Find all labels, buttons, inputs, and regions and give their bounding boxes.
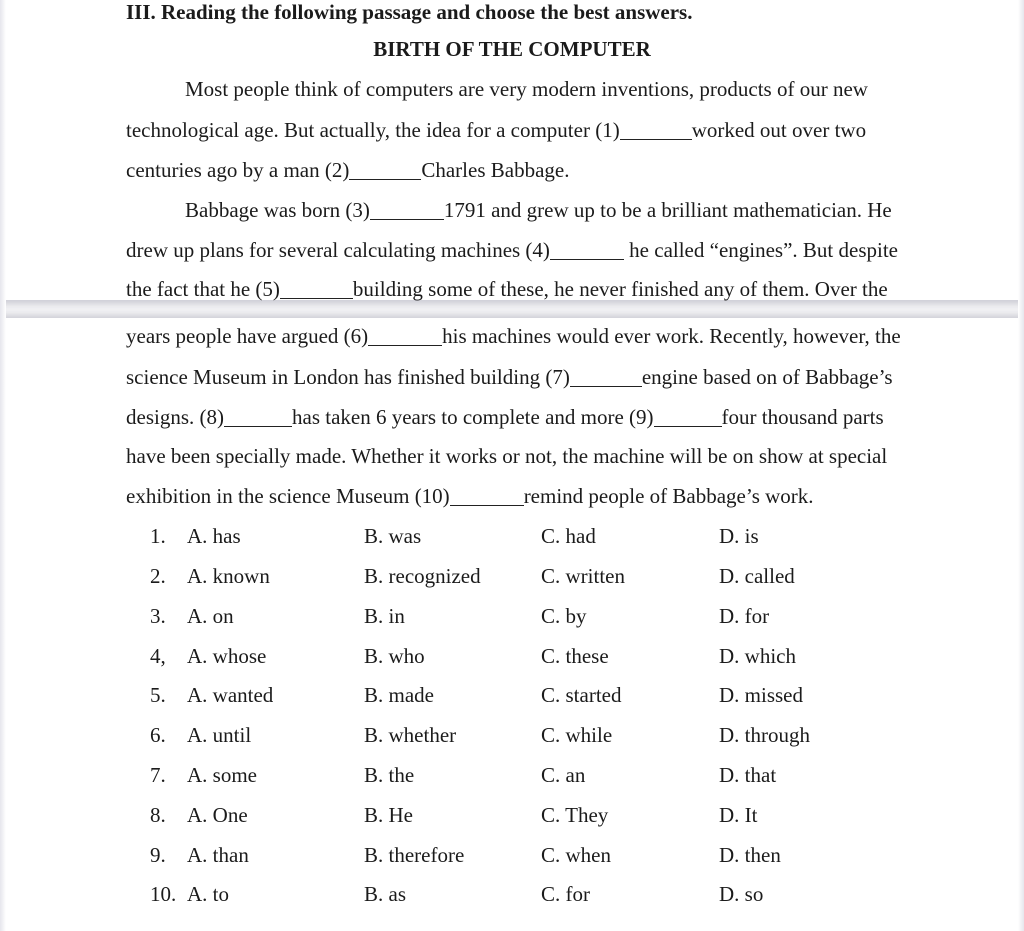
section-heading: III. Reading the following passage and choose the best answers. [126,0,693,24]
option-d[interactable]: D. for [719,604,770,628]
passage-title: BIRTH OF THE COMPUTER [373,37,651,61]
option-b[interactable]: B. in [364,604,405,628]
option-a[interactable]: A. than [187,843,249,867]
option-c[interactable]: C. when [541,843,611,867]
left-edge-shadow [0,0,6,931]
passage-line-2: technological age. But actually, the idea for a computer (1) worked out over two [126,118,867,142]
passage-line-1: Most people think of computers are very modern inventions, products of our new [185,77,868,101]
question-number: 4, [150,644,166,668]
blank-3[interactable] [370,199,444,220]
option-a[interactable]: A. some [187,763,257,787]
option-d[interactable]: D. which [719,644,796,668]
passage-line-11: exhibition in the science Museum (10) remind people of Babbage’s work. [126,484,814,508]
passage-line-4: Babbage was born (3) 1791 and grew up to be a brilliant mathematician. He [185,198,892,222]
blank-9[interactable] [654,406,722,427]
option-d[interactable]: D. It [719,803,758,827]
question-number: 6. [150,723,166,747]
right-edge-shadow [1018,0,1024,931]
blank-8[interactable] [224,406,292,427]
option-b[interactable]: B. the [364,763,415,787]
passage-line-9: designs. (8) has taken 6 years to complete and more (9) four thousand parts [126,405,884,429]
option-c[interactable]: C. for [541,882,590,906]
passage-line-10: have been specially made. Whether it works or not, the machine will be on show at special [126,444,888,468]
option-b[interactable]: B. He [364,803,413,827]
question-number: 5. [150,683,166,707]
blank-10[interactable] [450,485,524,506]
option-d[interactable]: D. that [719,763,777,787]
question-number: 10. [150,882,177,906]
option-b[interactable]: B. was [364,524,422,548]
blank-1[interactable] [620,119,692,140]
option-a[interactable]: A. has [187,524,241,548]
blank-2[interactable] [349,159,421,180]
option-d[interactable]: D. called [719,564,795,588]
option-a[interactable]: A. wanted [187,683,274,707]
option-c[interactable]: C. started [541,683,622,707]
question-number: 3. [150,604,166,628]
option-c[interactable]: C. written [541,564,625,588]
passage-line-3: centuries ago by a man (2) Charles Babbage. [126,158,570,182]
option-b[interactable]: B. made [364,683,434,707]
option-a[interactable]: A. until [187,723,252,747]
option-c[interactable]: C. an [541,763,586,787]
passage-line-7: years people have argued (6) his machines would ever work. Recently, however, the [126,324,901,348]
passage-line-8: science Museum in London has finished building (7) engine based on of Babbage’s [126,365,893,389]
option-d[interactable]: D. missed [719,683,803,707]
option-c[interactable]: C. by [541,604,587,628]
option-a[interactable]: A. whose [187,644,267,668]
option-c[interactable]: C. had [541,524,596,548]
blank-4[interactable] [550,239,624,260]
question-number: 8. [150,803,166,827]
blank-5[interactable] [280,278,353,299]
option-b[interactable]: B. as [364,882,406,906]
option-a[interactable]: A. to [187,882,229,906]
option-a[interactable]: A. known [187,564,270,588]
option-d[interactable]: D. is [719,524,759,548]
option-b[interactable]: B. who [364,644,425,668]
option-c[interactable]: C. They [541,803,609,827]
question-number: 1. [150,524,166,548]
passage-line-6: the fact that he (5) building some of these, he never finished any of them. Over the [126,277,888,301]
question-number: 2. [150,564,166,588]
blank-6[interactable] [368,325,442,346]
option-d[interactable]: D. then [719,843,781,867]
option-b[interactable]: B. recognized [364,564,481,588]
option-d[interactable]: D. so [719,882,764,906]
blank-7[interactable] [570,366,642,387]
question-number: 7. [150,763,166,787]
option-a[interactable]: A. on [187,604,234,628]
passage-line-5: drew up plans for several calculating machines (4) he called “engines”. But despite [126,238,898,262]
question-number: 9. [150,843,166,867]
option-b[interactable]: B. therefore [364,843,465,867]
option-d[interactable]: D. through [719,723,810,747]
option-b[interactable]: B. whether [364,723,457,747]
option-c[interactable]: C. while [541,723,613,747]
option-a[interactable]: A. One [187,803,248,827]
option-c[interactable]: C. these [541,644,609,668]
